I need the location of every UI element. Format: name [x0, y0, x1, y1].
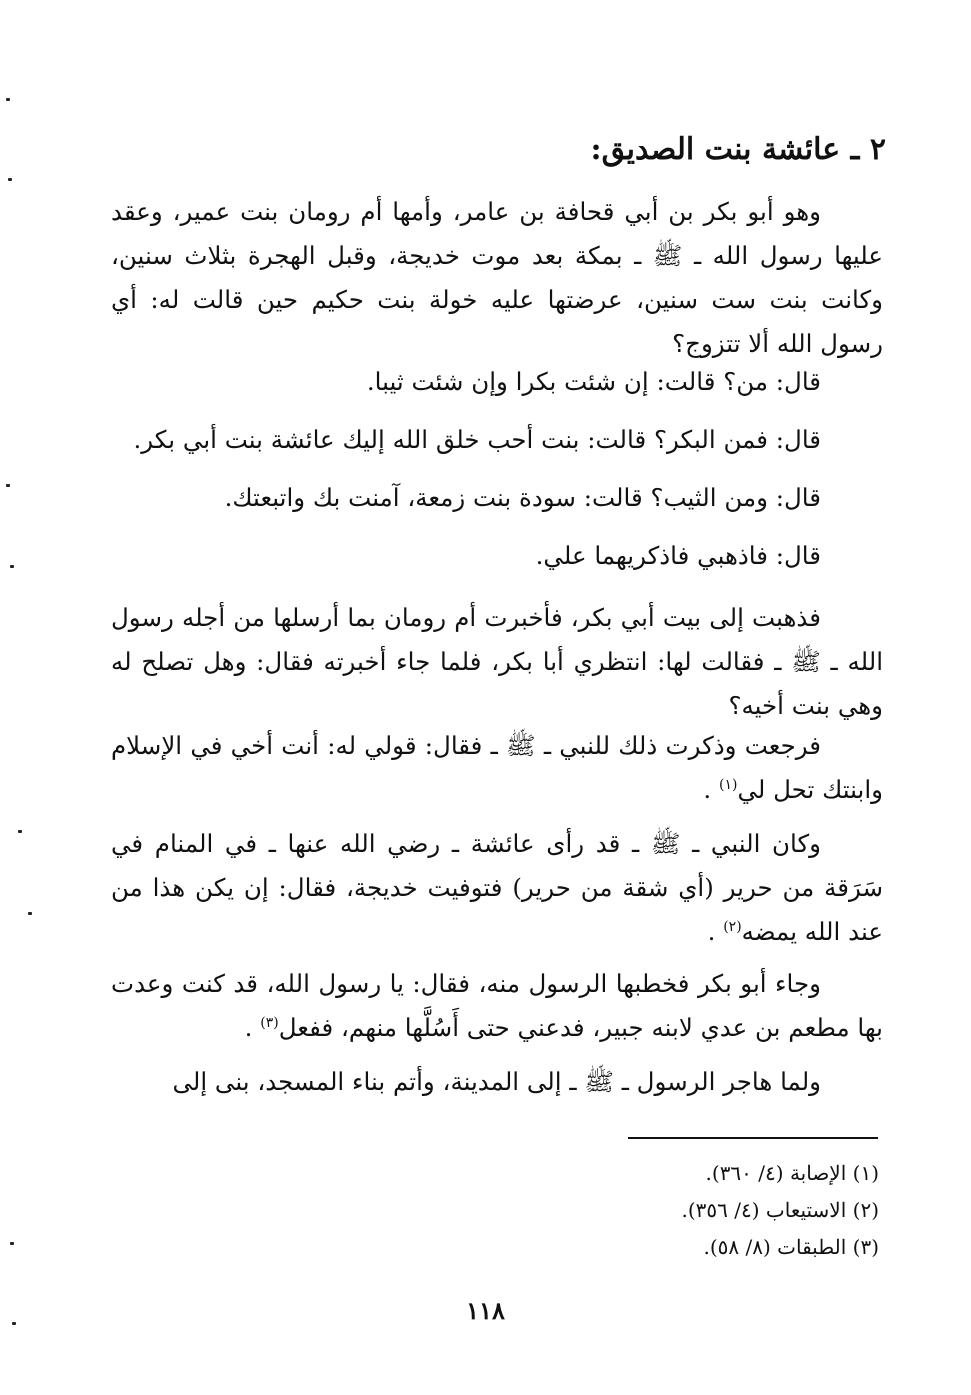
scan-speck — [10, 565, 14, 568]
scan-speck — [6, 484, 10, 487]
paragraph-hijra: ولما هاجر الرسول ـ ﷺ ـ إلى المدينة، وأتم بناء المسجد، بنى إلى — [172, 1067, 821, 1096]
footnote-ref-1: (١) — [718, 776, 738, 793]
footnote-ref-3: (٣) — [260, 1014, 279, 1031]
dialogue-line-1: قال: من؟ قالت: إن شئت بكرا وإن شئت ثيبا. — [366, 367, 821, 396]
scan-speck — [12, 1322, 16, 1325]
scan-speck — [10, 1242, 14, 1245]
paragraph-dream: وكان النبي ـ ﷺ ـ قد رأى عائشة ـ رضي الله عنها ـ في المنام في سَرَقة من حرير (أي شقة من حرير) فتوفيت خديجة، فقال: إن يكن هذا من عند الله يمضه$^{(٢)}$ . — [111, 829, 883, 946]
dialogue-line-4: قال: فاذهبي فاذكريهما علي. — [535, 541, 821, 570]
footnote-ref-2: (٢) — [723, 918, 742, 935]
paragraph-visit: فذهبت إلى بيت أبي بكر، فأخبرت أم رومان بما أرسلها من أجله رسول الله ـ ﷺ ـ فقالت لها: انتظري أبا بكر، فلما جاء أخبرته فقال: وهل تصلح له وهي بنت أخيه؟ — [111, 603, 883, 720]
footnote-divider — [628, 1137, 878, 1139]
footnote-1: (١) الإصابة (٤/ ٣٦٠). — [705, 1161, 879, 1185]
paragraph-proposal-text: وجاء أبو بكر فخطبها الرسول منه، فقال: يا رسول الله، قد كنت وعدت بها مطعم بن عدي لابنه جبير، فدعني حتى أَسُلَّها منهم، ففعل — [111, 969, 883, 1042]
dialogue-line-2: قال: فمن البكر؟ قالت: بنت أحب خلق الله إليك عائشة بنت أبي بكر. — [133, 425, 821, 454]
scan-speck — [8, 178, 12, 181]
scan-speck — [18, 830, 22, 833]
paragraph-dream-text: وكان النبي ـ ﷺ ـ قد رأى عائشة ـ رضي الله عنها ـ في المنام في سَرَقة من حرير (أي شقة من حرير) فتوفيت خديجة، فقال: إن يكن هذا من عند الله يمضه — [111, 829, 883, 946]
page-number: ١١٨ — [466, 1296, 505, 1325]
dialogue-line-3: قال: ومن الثيب؟ قالت: سودة بنت زمعة، آمنت بك واتبعتك. — [224, 483, 821, 512]
paragraph-return: فرجعت وذكرت ذلك للنبي ـ ﷺ ـ فقال: قولي له: أنت أخي في الإسلام وابنتك تحل لي$^{(١)}$ . — [111, 731, 883, 804]
intro-paragraph: وهو أبو بكر بن أبي قحافة بن عامر، وأمها أم رومان بنت عمير، وعقد عليها رسول الله ـ ﷺ ـ بمكة بعد موت خديجة، وقبل الهجرة بثلاث سنين، وكانت بنت ست سنين، عرضتها عليه خولة بنت حكيم حين قالت له: أي رسول الله ألا تتزوج؟ — [111, 197, 883, 358]
scan-speck — [28, 912, 32, 915]
footnote-2: (٢) الاستيعاب (٤/ ٣٥٦). — [681, 1198, 879, 1222]
paragraph-return-text: فرجعت وذكرت ذلك للنبي ـ ﷺ ـ فقال: قولي له: أنت أخي في الإسلام وابنتك تحل لي — [111, 731, 883, 804]
scan-speck — [6, 98, 10, 101]
footnote-3: (٣) الطبقات (٨/ ٥٨). — [703, 1235, 879, 1259]
paragraph-proposal: وجاء أبو بكر فخطبها الرسول منه، فقال: يا رسول الله، قد كنت وعدت بها مطعم بن عدي لابنه جبير، فدعني حتى أَسُلَّها منهم، ففعل$^{(٣)}$ . — [111, 969, 883, 1042]
section-heading: ٢ ـ عائشة بنت الصديق: — [590, 132, 886, 167]
